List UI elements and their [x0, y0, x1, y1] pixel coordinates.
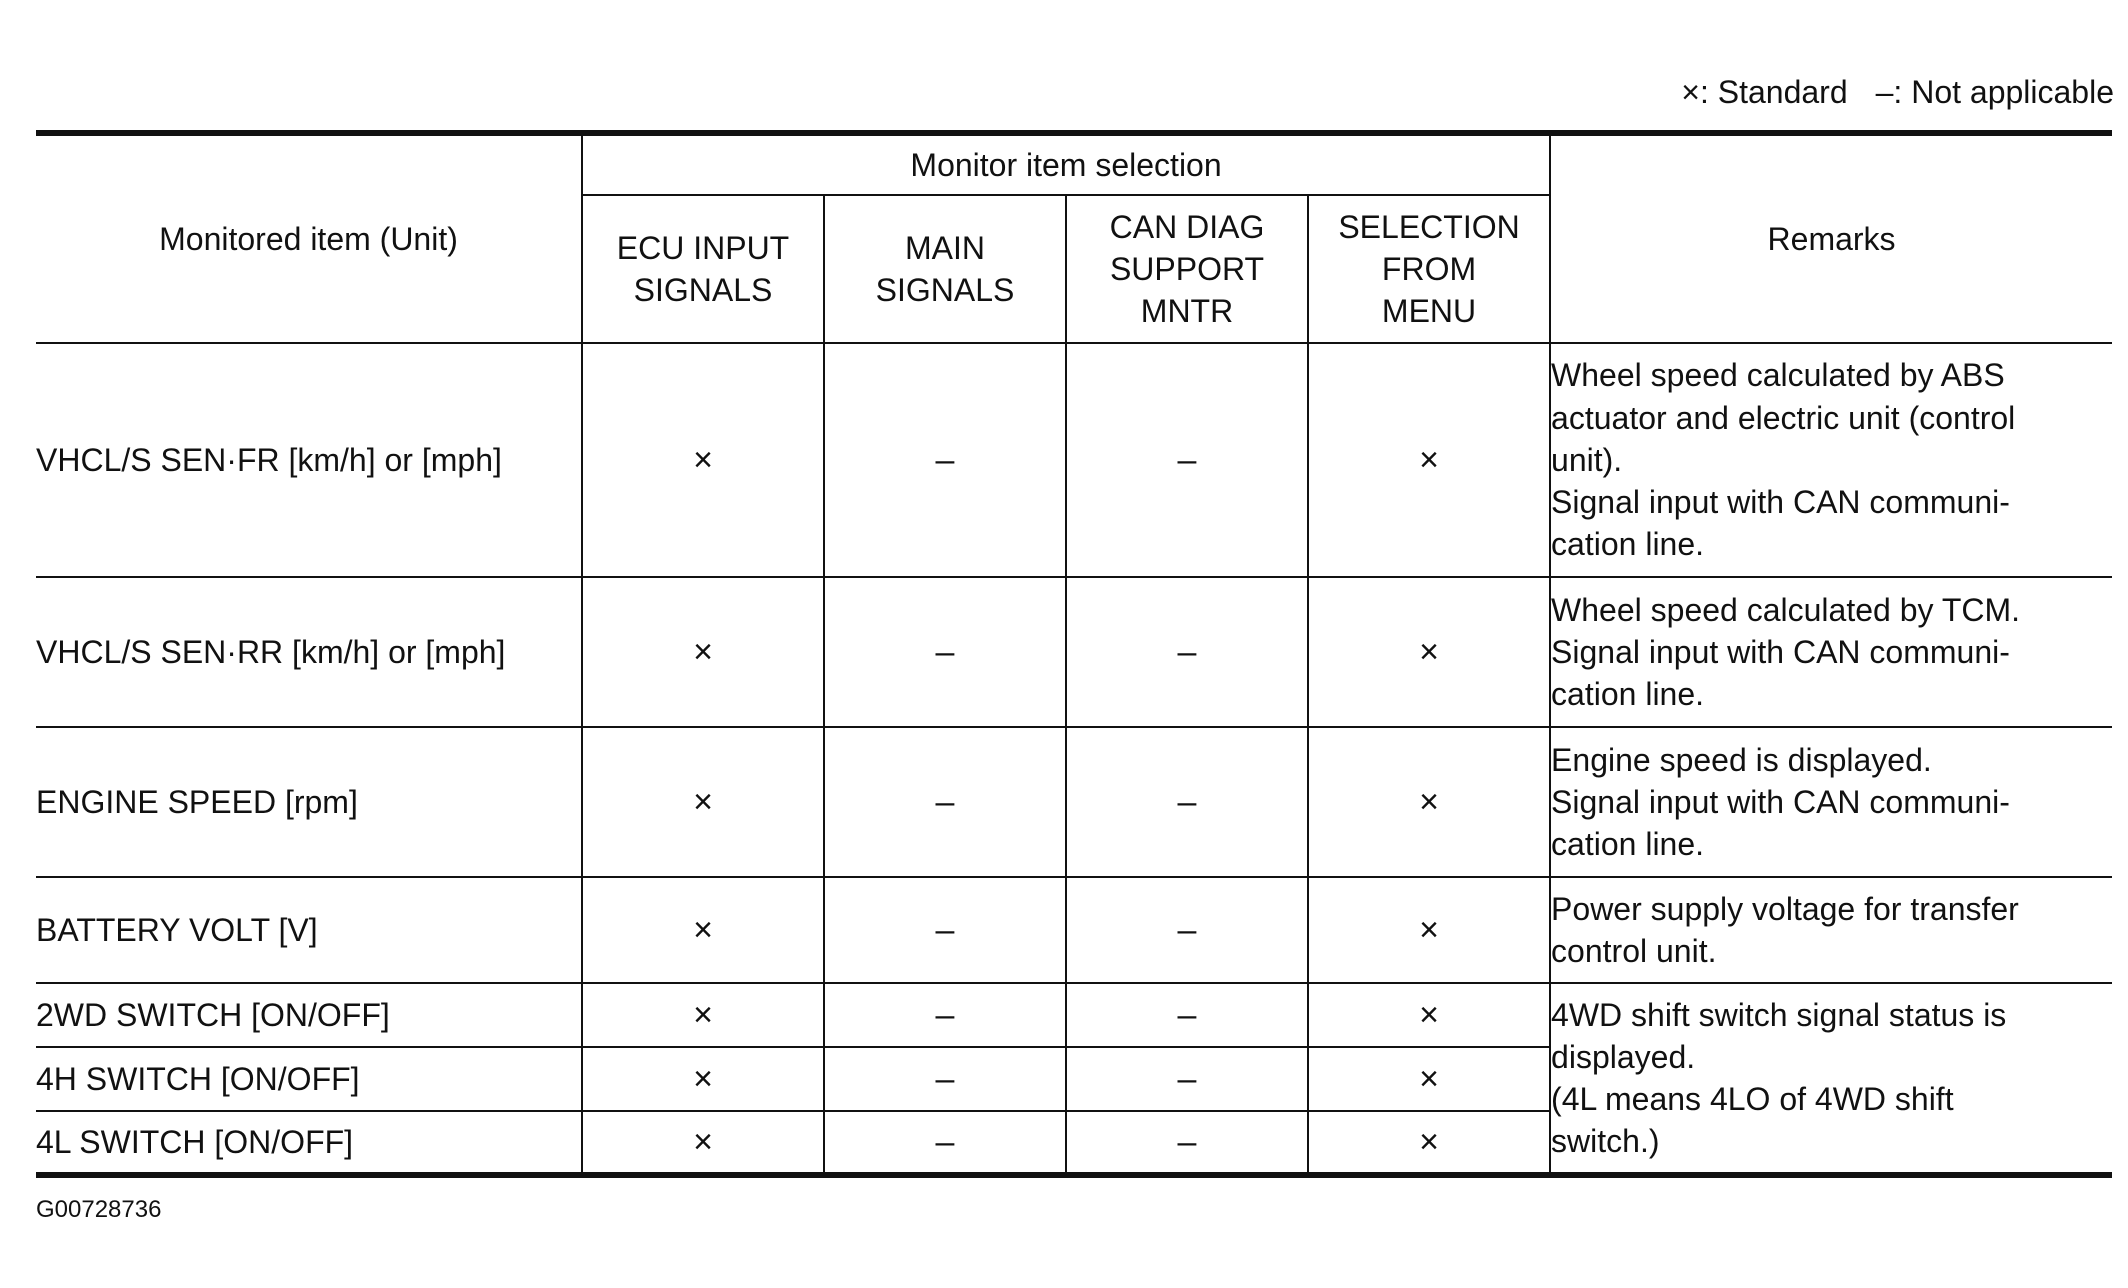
mark-ecu-input-signals: × — [582, 1047, 824, 1111]
mark-main-signals: – — [824, 1047, 1066, 1111]
mark-main-signals: – — [824, 727, 1066, 877]
mark-ecu-input-signals: × — [582, 983, 824, 1047]
header-selection-from-menu: SELECTION FROM MENU — [1308, 195, 1550, 343]
remarks-cell: Engine speed is displayed. Signal input with CAN communi- cation line. — [1550, 727, 2112, 877]
mark-selection-from-menu: × — [1308, 983, 1550, 1047]
legend — [1681, 74, 2114, 111]
monitored-item: BATTERY VOLT [V] — [36, 877, 582, 983]
table-row — [36, 727, 2112, 877]
header-monitored-item: Monitored item (Unit) — [36, 133, 582, 343]
mark-ecu-input-signals: × — [582, 727, 824, 877]
figure-code: G00728736 — [36, 1196, 162, 1223]
mark-main-signals: – — [824, 577, 1066, 727]
mark-main-signals: – — [824, 343, 1066, 577]
mark-main-signals: – — [824, 1111, 1066, 1175]
monitored-item: VHCL/S SEN·FR [km/h] or [mph] — [36, 343, 582, 577]
mark-selection-from-menu: × — [1308, 727, 1550, 877]
mark-ecu-input-signals: × — [582, 877, 824, 983]
header-remarks: Remarks — [1550, 133, 2112, 343]
mark-ecu-input-signals: × — [582, 343, 824, 577]
table-row — [36, 877, 2112, 983]
header-main-signals: MAIN SIGNALS — [824, 195, 1066, 343]
mark-main-signals: – — [824, 983, 1066, 1047]
table-row — [36, 343, 2112, 577]
mark-selection-from-menu: × — [1308, 1047, 1550, 1111]
monitored-item: ENGINE SPEED [rpm] — [36, 727, 582, 877]
remarks-cell: Wheel speed calculated by TCM. Signal input with CAN communi- cation line. — [1550, 577, 2112, 727]
mark-can-diag-support-mntr: – — [1066, 577, 1308, 727]
legend-standard: ×: Standard — [1681, 74, 1848, 110]
monitored-item: VHCL/S SEN·RR [km/h] or [mph] — [36, 577, 582, 727]
monitored-item: 4H SWITCH [ON/OFF] — [36, 1047, 582, 1111]
header-monitor-item-selection: Monitor item selection — [582, 133, 1550, 195]
mark-can-diag-support-mntr: – — [1066, 877, 1308, 983]
mark-can-diag-support-mntr: – — [1066, 1047, 1308, 1111]
legend-not-applicable: –: Not applicable — [1875, 74, 2114, 110]
monitored-item: 4L SWITCH [ON/OFF] — [36, 1111, 582, 1175]
mark-selection-from-menu: × — [1308, 577, 1550, 727]
mark-can-diag-support-mntr: – — [1066, 1111, 1308, 1175]
monitored-item: 2WD SWITCH [ON/OFF] — [36, 983, 582, 1047]
mark-selection-from-menu: × — [1308, 1111, 1550, 1175]
mark-can-diag-support-mntr: – — [1066, 727, 1308, 877]
mark-selection-from-menu: × — [1308, 877, 1550, 983]
table-row — [36, 577, 2112, 727]
mark-ecu-input-signals: × — [582, 577, 824, 727]
header-ecu-input-signals: ECU INPUT SIGNALS — [582, 195, 824, 343]
monitor-item-table — [36, 130, 2112, 1178]
header-can-diag-support-mntr: CAN DIAG SUPPORT MNTR — [1066, 195, 1308, 343]
mark-ecu-input-signals: × — [582, 1111, 824, 1175]
remarks-cell: Wheel speed calculated by ABS actuator and electric unit (control unit). Signal input with CAN communi- cation line. — [1550, 343, 2112, 577]
remarks-cell: 4WD shift switch signal status is displayed. (4L means 4LO of 4WD shift switch.) — [1550, 983, 2112, 1175]
table-row — [36, 983, 2112, 1047]
mark-can-diag-support-mntr: – — [1066, 983, 1308, 1047]
mark-selection-from-menu: × — [1308, 343, 1550, 577]
mark-main-signals: – — [824, 877, 1066, 983]
mark-can-diag-support-mntr: – — [1066, 343, 1308, 577]
remarks-cell: Power supply voltage for transfer control unit. — [1550, 877, 2112, 983]
